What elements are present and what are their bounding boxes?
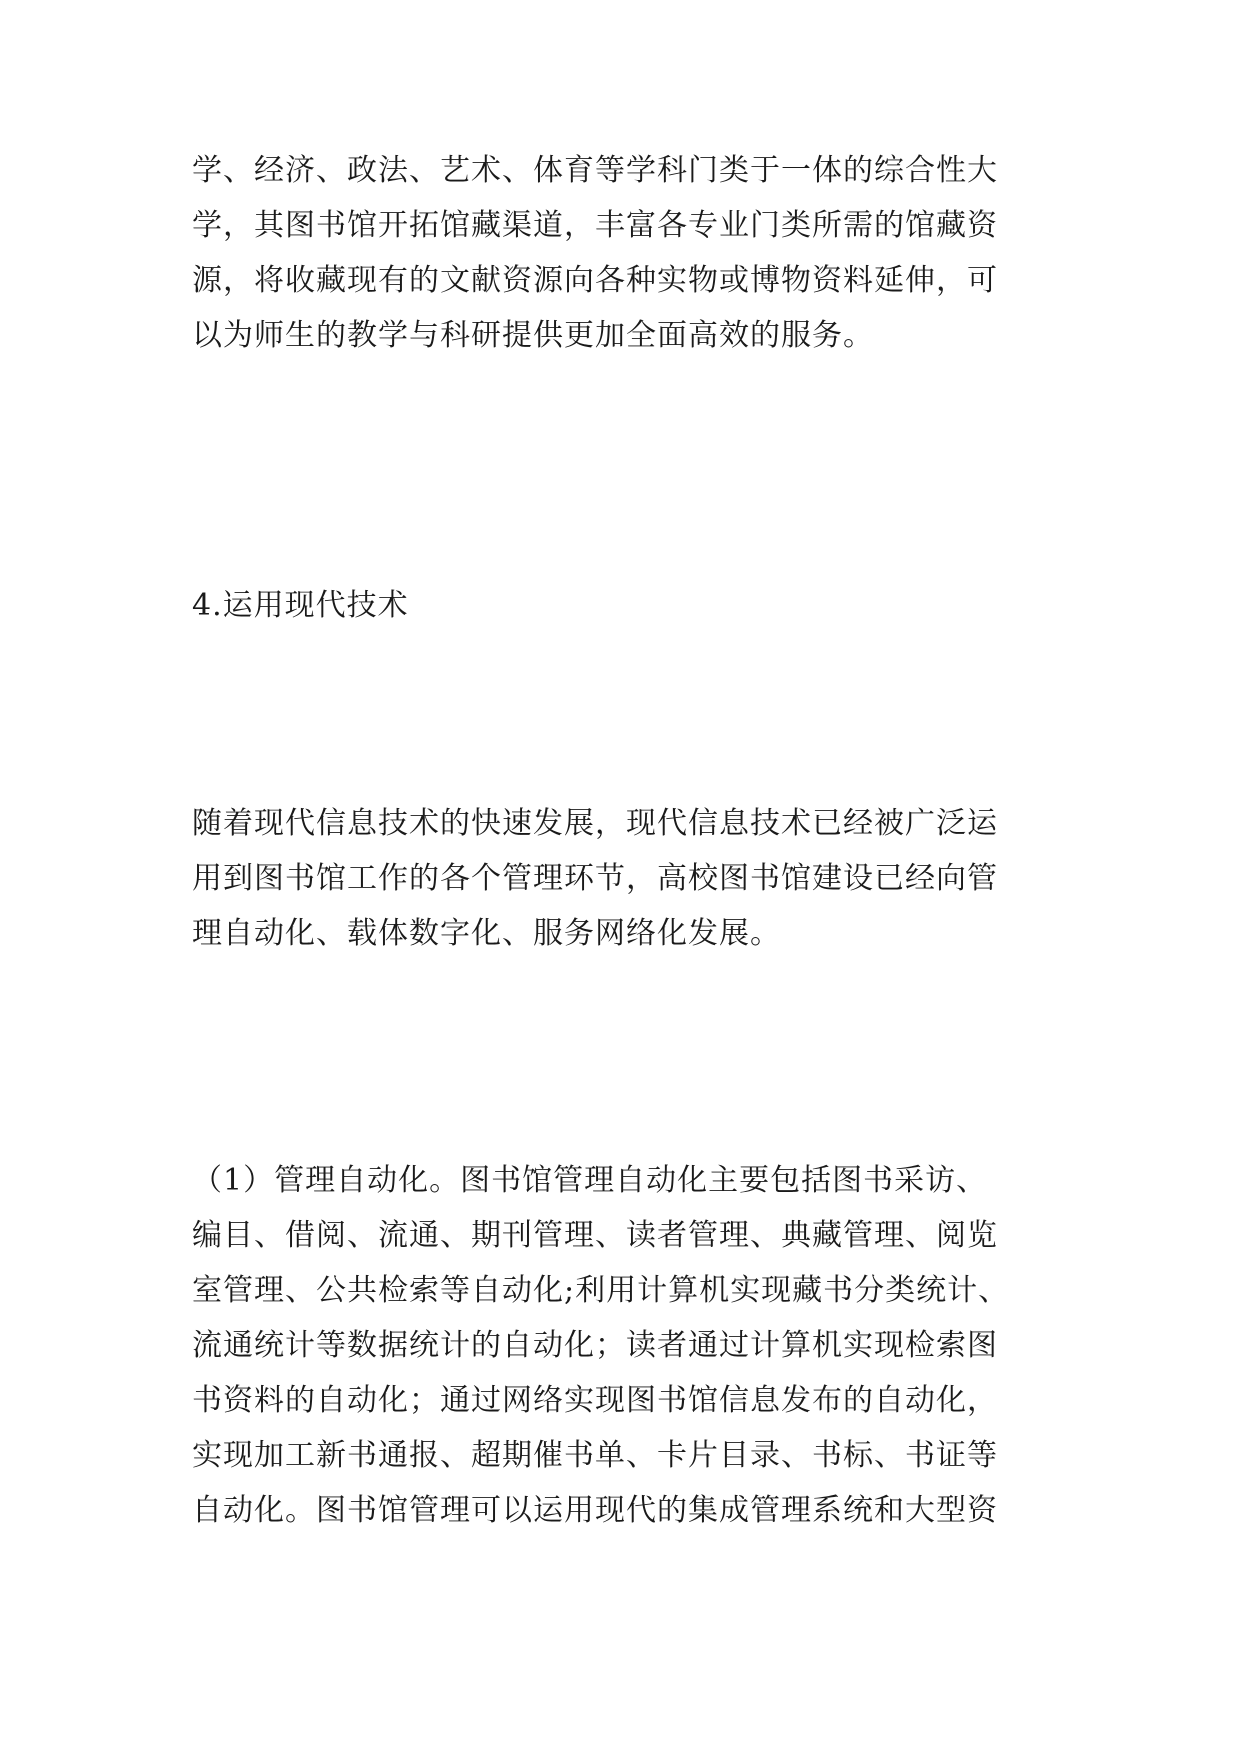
paragraph-3-line-5: 书资料的自动化；通过网络实现图书馆信息发布的自动化，: [192, 1383, 998, 1418]
paragraph-2-line-2: 用到图书馆工作的各个管理环节，高校图书馆建设已经向管: [192, 861, 998, 896]
paragraph-1-line-2: 学，其图书馆开拓馆藏渠道，丰富各专业门类所需的馆藏资: [192, 208, 998, 243]
paragraph-3-line-6: 实现加工新书通报、超期催书单、卡片目录、书标、书证等: [192, 1438, 998, 1473]
paragraph-2-line-3: 理自动化、载体数字化、服务网络化发展。: [192, 916, 781, 951]
paragraph-3-line-3: 室管理、公共检索等自动化;利用计算机实现藏书分类统计、: [192, 1273, 1010, 1308]
paragraph-3-line-4: 流通统计等数据统计的自动化；读者通过计算机实现检索图: [192, 1328, 998, 1363]
paragraph-1-line-3: 源，将收藏现有的文献资源向各种实物或博物资料延伸，可: [192, 263, 998, 298]
paragraph-3-line-2: 编目、借阅、流通、期刊管理、读者管理、典藏管理、阅览: [192, 1218, 998, 1253]
paragraph-3-line-1: （1）管理自动化。图书馆管理自动化主要包括图书采访、: [192, 1163, 988, 1198]
section-heading: 4.运用现代技术: [192, 588, 409, 623]
paragraph-2-line-1: 随着现代信息技术的快速发展，现代信息技术已经被广泛运: [192, 806, 998, 841]
paragraph-1-line-1: 学、经济、政法、艺术、体育等学科门类于一体的综合性大: [192, 153, 998, 188]
paragraph-3-line-7: 自动化。图书馆管理可以运用现代的集成管理系统和大型资: [192, 1493, 998, 1528]
paragraph-1-line-4: 以为师生的教学与科研提供更加全面高效的服务。: [192, 318, 874, 353]
